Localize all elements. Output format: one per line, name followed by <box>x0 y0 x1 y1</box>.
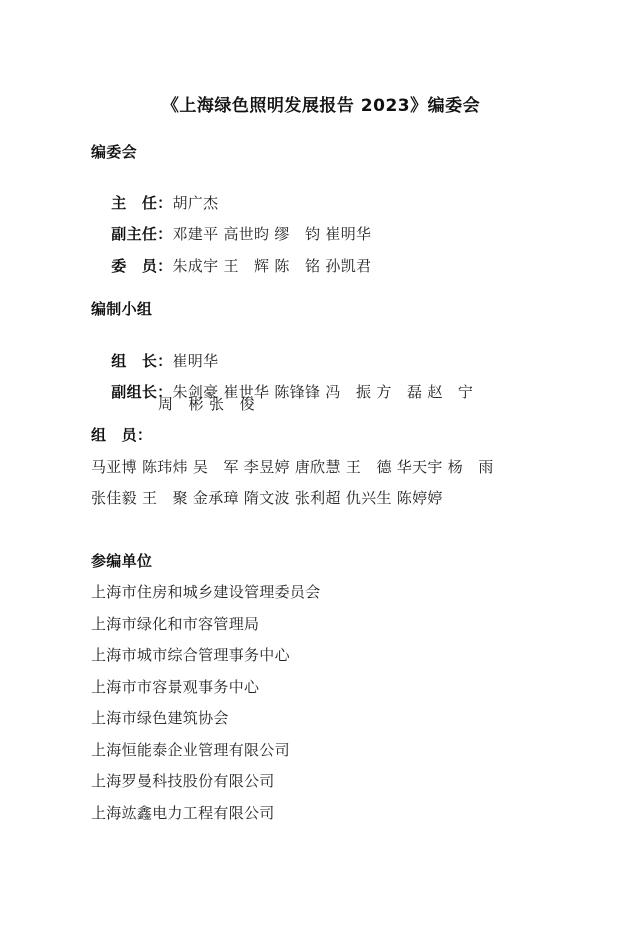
unit-item: 上海市绿色建筑协会 <box>91 709 229 727</box>
deputy-leader-names-line1: 朱剑豪 崔世华 陈锋锋 冯 振 方 磊 赵 宁 <box>172 383 474 401</box>
committee-members-label: 委 员： <box>111 257 173 275</box>
group-members-line1: 马亚博 陈玮炜 吴 军 李昱婷 唐欣慧 王 德 华天宇 杨 雨 <box>91 458 494 476</box>
participating-units-heading: 参编单位 <box>91 552 153 570</box>
unit-item: 上海竑鑫电力工程有限公司 <box>91 804 275 822</box>
committee-members-names: 朱成宇 王 辉 陈 铭 孙凯君 <box>172 257 372 275</box>
deputy-leader-names-line2: 周 彬 张 俊 <box>158 395 255 413</box>
group-members-line2: 张佳毅 王 聚 金承璋 隋文波 张利超 仇兴生 陈婷婷 <box>91 489 443 507</box>
unit-item: 上海市城市综合管理事务中心 <box>91 646 290 664</box>
unit-item: 上海市住房和城乡建设管理委员会 <box>91 583 321 601</box>
unit-item: 上海市市容景观事务中心 <box>91 678 260 696</box>
group-leader-label: 组 长： <box>111 352 173 370</box>
editorial-committee-heading: 编委会 <box>91 143 137 161</box>
unit-item: 上海市绿化和市容管理局 <box>91 615 260 633</box>
page-title: 《上海绿色照明发展报告 2023》编委会 <box>161 96 481 116</box>
deputy-leader-row <box>91 362 473 422</box>
deputy-director-label: 副主任： <box>111 225 173 243</box>
deputy-leader-label: 副组长： <box>111 383 173 401</box>
working-group-heading: 编制小组 <box>91 300 153 318</box>
director-names: 胡广杰 <box>172 194 219 212</box>
group-leader-names: 崔明华 <box>172 352 219 370</box>
committee-members-row <box>91 236 371 296</box>
director-label: 主 任： <box>111 194 173 212</box>
deputy-director-names: 邓建平 高世昀 缪 钧 崔明华 <box>172 225 372 243</box>
unit-item: 上海罗曼科技股份有限公司 <box>91 772 275 790</box>
group-members-label: 组 员： <box>91 426 153 444</box>
unit-item: 上海恒能泰企业管理有限公司 <box>91 741 290 759</box>
